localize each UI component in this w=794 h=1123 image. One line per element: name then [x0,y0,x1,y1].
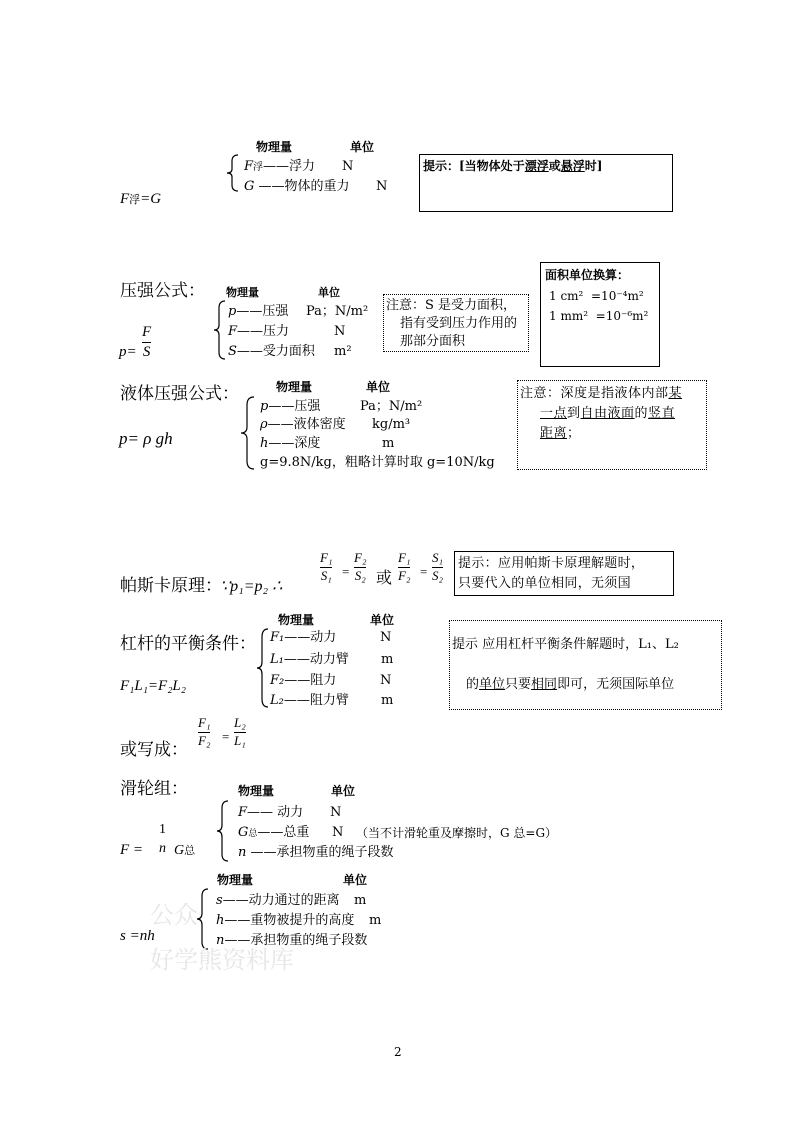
liquid-line-density: ρ——液体密度 [260,417,346,432]
buoyancy-line-weight: G ——物体的重力 [244,179,350,194]
liquid-line-g: g=9.8N/kg，粗略计算时取 g=10N/kg [260,455,495,470]
pulley-heading: 滑轮组： [120,779,188,799]
lever-line-effort-unit: N [380,630,392,645]
lever-alt-equals: = [222,729,230,744]
lever-line-effort-arm-unit: m [381,652,394,667]
pressure-formula-fraction: F S [142,324,152,361]
pulley-formula-g: G总 [174,843,196,858]
buoyancy-note-box [419,154,673,212]
pulley-line-total-weight: G总——总重 [238,825,310,840]
liquid-note-box [517,380,707,470]
buoyancy-line-weight-unit: N [376,179,388,194]
pressure-header-unit: 单位 [318,286,340,299]
pulley-line-distance-unit: m [354,893,367,908]
pulley-line-force: F—— 动力 [238,805,304,820]
liquid-line-pressure-unit: Pa；N/m² [360,399,423,414]
pulley-header2-unit: 单位 [343,873,368,887]
liquid-line-depth: h——深度 [260,436,321,451]
area-conversion-box [540,262,660,367]
pascal-equals-2: = [420,564,428,579]
lever-header-quantity: 物理量 [278,613,315,627]
area-conversion-title: 面积单位换算： [545,268,630,282]
pressure-note-line3: 那部分面积 [400,334,466,349]
lever-line-load-arm: L₂——阻力臂 [270,693,349,708]
pressure-line-area: S——受力面积 [228,344,315,359]
pulley-line-force-unit: N [330,805,342,820]
liquid-line-depth-unit: m [382,436,395,451]
lever-alt-fraction-f: F₁ F₂ [198,715,211,748]
pressure-formula-left: p= [119,344,137,360]
pressure-note-line1: 注意：S 是受力面积， [386,298,517,313]
pulley-header-unit: 单位 [331,784,356,798]
lever-line-load-unit: N [380,673,392,688]
lever-note-line2: 的单位只要相同即可，无须国际单位 [466,677,675,692]
buoyancy-header-quantity: 物理量 [256,140,293,154]
watermark-line2: 好学熊资料库 [150,946,294,974]
pascal-condition: ∵p₁=p₂ ∴ [220,578,283,595]
liquid-line-pressure: p——压强 [260,399,321,414]
lever-line-load-arm-unit: m [381,693,394,708]
pressure-line-pressure-unit: Pa；N/m² [306,304,369,319]
lever-formula: F₁L₁=F₂L₂ [120,678,186,694]
liquid-note-line3: 距离； [540,426,581,441]
pascal-fraction-f1-s1: F₁ S₁ [320,550,333,583]
pulley-line-distance: s——动力通过的距离 [216,893,340,908]
buoyancy-note: 提示：[当物体处于漂浮或悬浮时] [423,159,603,173]
pulley-formula-fraction: 1 n [159,822,166,857]
pressure-heading: 压强公式： [120,281,205,301]
area-conversion-cm: 1 cm² =10⁻⁴m² [549,289,644,303]
buoyancy-header-unit: 单位 [350,140,375,154]
liquid-header-unit: 单位 [366,380,391,394]
pulley-brace [216,800,230,862]
buoyancy-line-buoyant-force: F浮——浮力 [244,159,316,174]
pascal-fraction-f2-s2: F₂ S₂ [354,550,367,583]
pulley-formula-2: s =nh [120,928,155,944]
pascal-equals-1: = [342,564,350,579]
pulley-line-segments-2: n——承担物重的绳子段数 [216,933,368,948]
lever-alt-fraction-l: L₂ L₁ [234,715,246,748]
pascal-fraction-f1-f2: F₁ F₂ [398,550,411,583]
pressure-line-area-unit: m² [334,344,352,359]
pascal-heading: 帕斯卡原理： [120,576,222,596]
pressure-brace [213,300,227,360]
pressure-note-line2: 指有受到压力作用的 [400,316,518,331]
pulley-line-total-weight-note: （当不计滑轮重及摩擦时，G 总=G） [356,826,558,840]
liquid-note-line2: 一点到自由液面的竖直 [540,406,676,421]
lever-brace [256,628,270,708]
pressure-note-box [383,294,529,352]
liquid-heading: 液体压强公式： [120,384,239,404]
area-conversion-mm: 1 mm² =10⁻⁶m² [549,309,649,323]
liquid-line-density-unit: kg/m³ [372,417,411,432]
lever-line-load: F₂——阻力 [270,673,337,688]
liquid-brace [240,396,256,470]
page-number: 2 [394,1045,402,1059]
liquid-header-quantity: 物理量 [276,380,313,394]
pulley-line-segments: n ——承担物重的绳子段数 [238,845,394,860]
pressure-line-force-unit: N [334,324,346,339]
pascal-fraction-s1-s2: S₁ S₂ [432,550,444,583]
liquid-formula: p= ρ gh [119,429,173,448]
buoyancy-line-buoyant-force-unit: N [342,159,354,174]
pascal-or: 或 [376,568,393,587]
pulley-formula-left: F = [120,842,144,858]
pascal-note-line2: 只要代入的单位相同，无须国 [458,576,631,591]
pressure-line-force: F——压力 [228,324,290,339]
pascal-note-box [454,551,674,596]
buoyancy-formula: F浮=G [120,191,162,207]
buoyancy-brace [226,154,240,192]
pressure-header-quantity: 物理量 [226,286,259,299]
watermark-line1: 公众 [150,901,198,929]
lever-header-unit: 单位 [370,613,395,627]
pressure-line-pressure: p——压强 [228,304,289,319]
liquid-note-line1: 注意：深度是指液体内部某 [520,386,683,401]
lever-heading: 杠杆的平衡条件： [120,634,256,654]
lever-note-box [449,620,722,710]
lever-alt-label: 或写成： [120,740,188,760]
lever-note-line1: 提示 应用杠杆平衡条件解题时，L₁、L₂ [452,637,679,652]
pulley-line-height-unit: m [369,913,382,928]
pulley-header2-quantity: 物理量 [217,873,254,887]
pulley-header-quantity: 物理量 [238,784,275,798]
lever-line-effort: F₁——动力 [270,630,337,645]
pulley-line-total-weight-unit: N [332,825,344,840]
pulley-line-height: h——重物被提升的高度 [216,913,355,928]
lever-line-effort-arm: L₁——动力臂 [270,652,349,667]
pascal-note-line1: 提示：应用帕斯卡原理解题时， [458,556,645,571]
